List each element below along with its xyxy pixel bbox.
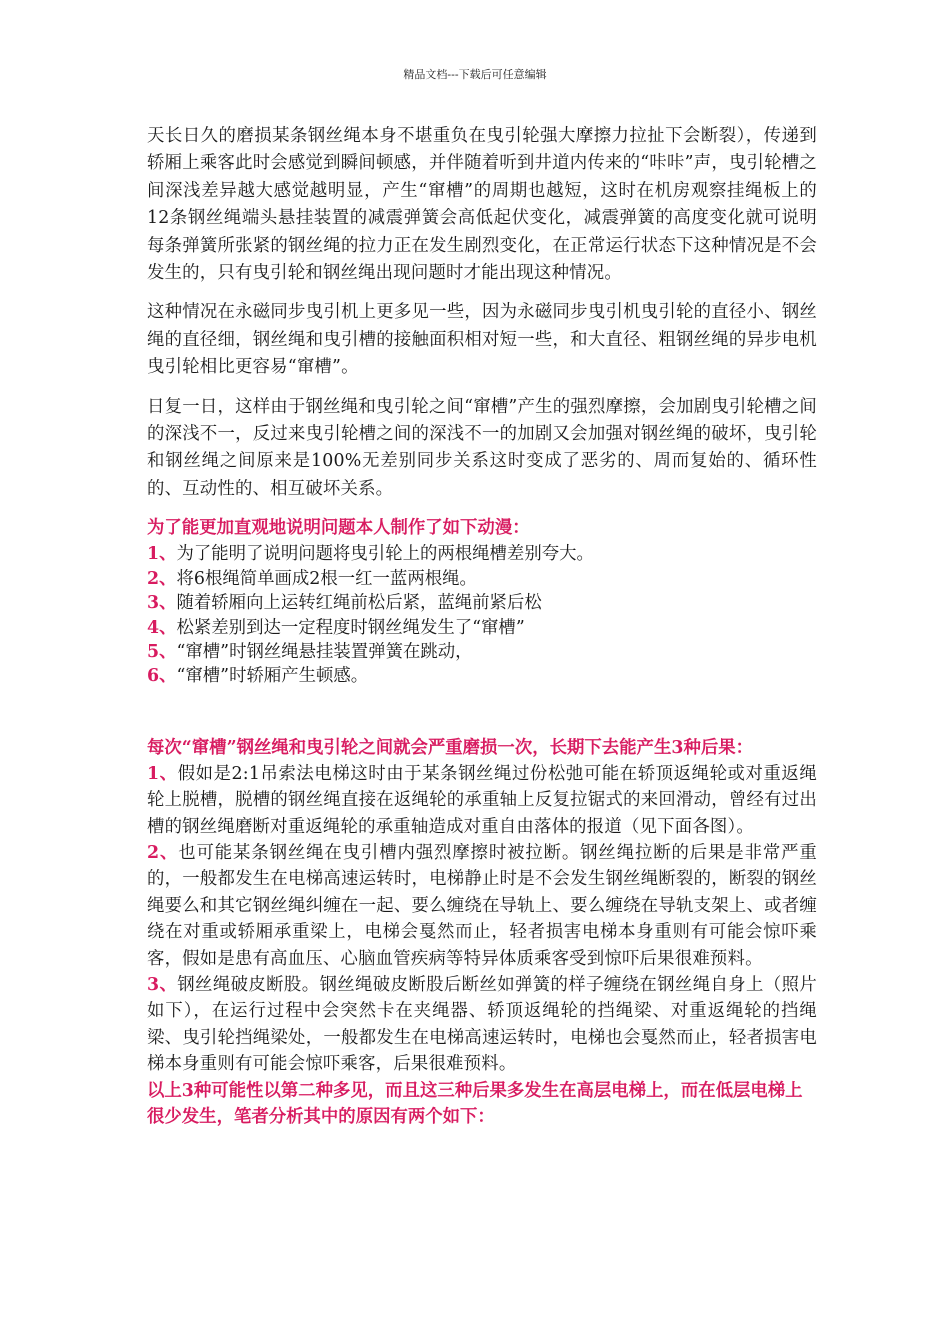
animation-heading: 为了能更加直观地说明问题本人制作了如下动漫： (147, 518, 530, 539)
list-item (147, 664, 817, 688)
list-item (147, 640, 817, 664)
list-number: 6、 (147, 666, 177, 687)
list-text: “窜槽”时钢丝绳悬挂装置弹簧在跳动， (176, 641, 473, 662)
list-number: 1、 (147, 544, 177, 565)
list-number: 3、 (147, 974, 178, 995)
list-text: 钢丝绳破皮断股。钢丝绳破皮断股后断丝如弹簧的样子缠绕在钢丝绳自身上（照片如下），在运行过程中会突然卡在夹绳器、轿顶返绳轮的挡绳梁、对重返绳轮的挡绳梁、曳引轮挡绳梁处，一般都发生在电梯高速运转时，电梯也会戛然而止，轻者损害电梯本身重则有可能会惊吓乘客，后果很难预料。 (147, 974, 817, 1075)
list-item (147, 616, 817, 640)
list-text: 也可能某条钢丝绳在曳引槽内强烈摩擦时被拉断。钢丝绳拉断的后果是非常严重的，一般都发生在电梯高速运转时，电梯静止时是不会发生钢丝绳断裂的，断裂的钢丝绳要么和其它钢丝绳纠缠在一起、要么缠绕在导轨上、要么缠绕在导轨支架上、或者缠绕在对重或轿厢承重梁上，电梯会戛然而止，轻者损害电梯本身重则有可能会惊吓乘客，假如是患有高血压、心脑血管疾病等特异体质乘客受到惊吓后果很难预料。 (147, 842, 817, 969)
list-text: 将6根绳简单画成2根一红一蓝两根绳。 (176, 568, 477, 589)
list-item (147, 542, 817, 566)
consequence-item (147, 840, 817, 972)
paragraph-1: 天长日久的磨损某条钢丝绳本身不堪重负在曳引轮强大摩擦力拉扯下会断裂），传递到轿厢上乘客此时会感觉到瞬间顿感，并伴随着听到井道内传来的“咔咔”声，曳引轮槽之间深浅差异越大感觉越明显，产生“窜槽”的周期也越短，这时在机房观察挂绳板上的12条钢丝绳端头悬挂装置的减震弹簧会高低起伏变化，减震弹簧的高度变化就可说明每条弹簧所张紧的钢丝绳的拉力正在发生剧烈变化，在正常运行状态下这种情况是不会发生的，只有曳引轮和钢丝绳出现问题时才能出现这种情况。 (147, 126, 817, 284)
list-number: 1、 (147, 763, 178, 784)
list-item (147, 567, 817, 591)
list-number: 3、 (147, 593, 177, 614)
conclusion: 以上3种可能性以第二种多见，而且这三种后果多发生在高层电梯上，而在低层电梯上很少发生，笔者分析其中的原因有两个如下： (147, 1080, 803, 1127)
animation-list (147, 542, 817, 688)
consequences-heading: 每次“窜槽”钢丝绳和曳引轮之间就会严重磨损一次，长期下去能产生3种后果： (147, 737, 754, 758)
list-number: 4、 (147, 617, 177, 638)
consequence-item (147, 761, 817, 840)
document-body (147, 123, 817, 1130)
list-item (147, 591, 817, 615)
list-number: 2、 (147, 842, 179, 863)
page-header: 精品文档---下载后可任意编辑 (403, 68, 547, 81)
paragraph-3: 日复一日，这样由于钢丝绳和曳引轮之间“窜槽”产生的强烈摩擦，会加剧曳引轮槽之间的深浅不一，反过来曳引轮槽之间的深浅不一的加剧又会加强对钢丝绳的破坏，曳引轮和钢丝绳之间原来是100%无差别同步关系这时变成了恶劣的、周而复始的、循环性的、互动性的、相互破坏关系。 (147, 396, 817, 499)
list-text: 松紧差别到达一定程度时钢丝绳发生了“窜槽” (176, 617, 525, 638)
list-text: 假如是2:1吊索法电梯这时由于某条钢丝绳过份松弛可能在轿顶返绳轮或对重返绳轮上脱槽，脱槽的钢丝绳直接在返绳轮的承重轴上反复拉锯式的来回滑动，曾经有过出槽的钢丝绳磨断对重返绳轮的承重轴造成对重自由落体的报道（见下面各图）。 (147, 763, 817, 837)
list-number: 2、 (147, 568, 177, 589)
list-text: 随着轿厢向上运转红绳前松后紧，蓝绳前紧后松 (176, 593, 542, 614)
paragraph-2: 这种情况在永磁同步曳引机上更多见一些，因为永磁同步曳引机曳引轮的直径小、钢丝绳的直径细，钢丝绳和曳引槽的接触面积相对短一些，和大直径、粗钢丝绳的异步电机曳引轮相比更容易“窜槽”。 (147, 302, 817, 378)
spacer (147, 689, 817, 735)
list-number: 5、 (147, 641, 177, 662)
consequence-item (147, 972, 817, 1078)
list-text: “窜槽”时轿厢产生顿感。 (176, 666, 369, 687)
list-text: 为了能明了说明问题将曳引轮上的两根绳槽差别夸大。 (176, 544, 594, 565)
